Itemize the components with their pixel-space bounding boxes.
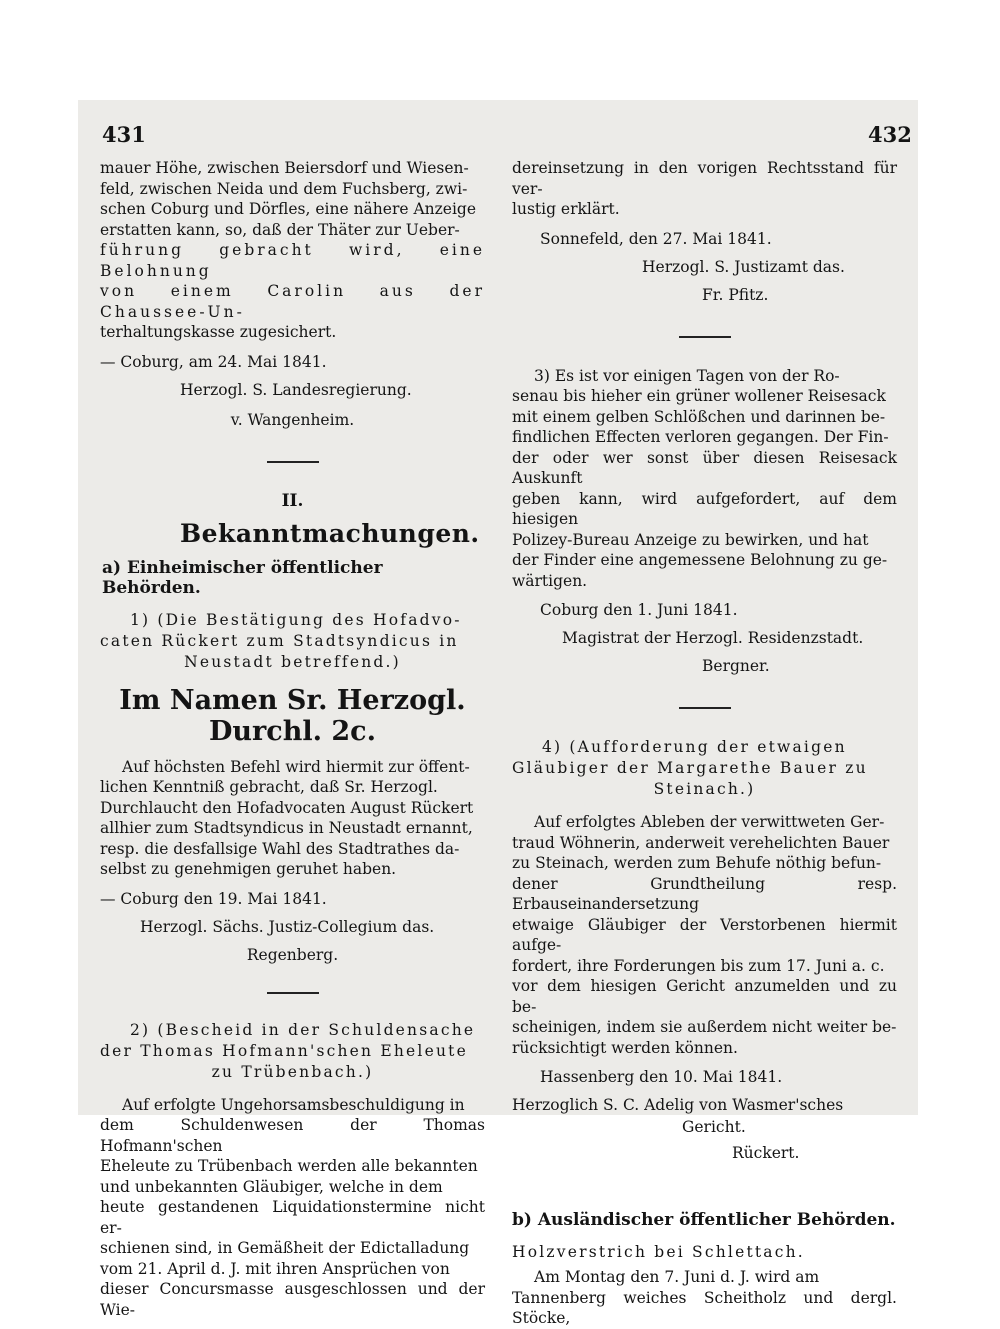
text-line: Steinach.) xyxy=(653,780,756,798)
dateline: Coburg den 1. Juni 1841. xyxy=(540,601,738,619)
signature: Rückert. xyxy=(732,1144,800,1162)
section-number: II. xyxy=(281,490,304,511)
text-line: lustig erklärt. xyxy=(512,200,620,218)
text-line: 4) (Aufforderung der etwaigen xyxy=(542,738,847,756)
text-line: senau bis hieher ein grüner wollener Reisesack xyxy=(512,387,886,405)
text-line: Neustadt betreffend.) xyxy=(184,652,401,671)
text-line: dem Schuldenwesen der Thomas Hofmann'schen xyxy=(100,1116,485,1155)
dateline: Sonnefeld, den 27. Mai 1841. xyxy=(540,229,772,248)
text-line: findlichen Effecten verloren gegangen. Der Fin- xyxy=(512,428,889,446)
text-line: resp. die desfallsige Wahl des Stadtrathes da- xyxy=(100,839,460,858)
separator-rule xyxy=(267,992,319,994)
text-line: Auf erfolgtes Ableben der verwittweten Ger- xyxy=(534,813,885,831)
text-line: caten Rückert zum Stadtsyndicus in xyxy=(100,631,459,650)
dateline: Hassenberg den 10. Mai 1841. xyxy=(540,1068,783,1086)
left-page-number: 431 xyxy=(102,122,146,147)
text-line: geben kann, wird aufgefordert, auf dem hiesigen xyxy=(512,489,897,528)
text-line: etwaige Gläubiger der Verstorbenen hiermit aufge- xyxy=(512,915,897,954)
text-line: rücksichtigt werden können. xyxy=(512,1038,738,1057)
text-line: terhaltungskasse zugesichert. xyxy=(100,323,337,341)
dateline: — Coburg, am 24. Mai 1841. xyxy=(100,352,327,371)
issuing-authority: Magistrat der Herzogl. Residenzstadt. xyxy=(562,629,864,647)
text-line: Tannenberg weiches Scheitholz und dergl. Stöcke, xyxy=(512,1288,897,1327)
text-line: 2) (Bescheid in der Schuldensache xyxy=(130,1020,476,1039)
text-line: vor dem hiesigen Gericht anzumelden und zu be- xyxy=(512,977,897,1016)
notice-body xyxy=(100,1095,485,1321)
proclamation-heading: Im Namen Sr. Herzogl. Durchl. 2c. xyxy=(119,684,466,747)
issuing-authority: Herzogl. S. Landesregierung. xyxy=(180,380,412,399)
subsection-heading: b) Ausländischer öffentlicher Behörden. xyxy=(512,1210,896,1230)
right-intro-paragraph xyxy=(512,158,897,220)
notice-title xyxy=(512,737,897,800)
text-line: und unbekannten Gläubiger, welche in dem xyxy=(100,1177,443,1196)
text-line: heute gestandenen Liquidationstermine nicht er- xyxy=(100,1198,485,1237)
left-column xyxy=(100,158,485,1320)
text-line: Gläubiger der Margarethe Bauer zu xyxy=(512,759,868,777)
section-heading: Bekanntmachungen. xyxy=(180,518,480,548)
text-line: dener Grundtheilung resp. Erbauseinandersetzung xyxy=(512,874,897,913)
text-line: dieser Concursmasse ausgeschlossen und der Wie- xyxy=(100,1280,485,1319)
text-line: Auf erfolgte Ungehorsamsbeschuldigung in xyxy=(122,1095,465,1114)
separator-rule xyxy=(679,707,731,709)
text-line: von einem Carolin aus der Chaussee-Un- xyxy=(100,282,485,321)
subsection-heading: a) Einheimischer öffentlicher Behörden. xyxy=(102,557,383,598)
text-line: Auf höchsten Befehl wird hiermit zur öffent- xyxy=(122,757,470,776)
signature: v. Wangenheim. xyxy=(230,410,355,429)
text-line: 1) (Die Bestätigung des Hofadvo- xyxy=(130,610,462,629)
text-line: scheinigen, indem sie außerdem nicht weiter be- xyxy=(512,1018,897,1036)
text-line: zu Steinach, werden zum Behufe nöthig befun- xyxy=(512,854,882,872)
text-line: 3) Es ist vor einigen Tagen von der Ro- xyxy=(534,366,840,385)
dateline: — Coburg den 19. Mai 1841. xyxy=(100,889,327,908)
notice-title xyxy=(100,610,485,673)
signature: Regenberg. xyxy=(246,945,339,964)
text-line: Am Montag den 7. Juni d. J. wird am xyxy=(534,1268,820,1286)
signature: Bergner. xyxy=(702,657,770,675)
text-line: der Thomas Hofmann'schen Eheleute xyxy=(100,1041,468,1060)
text-line: schienen sind, in Gemäßheit der Edictalladung xyxy=(100,1239,470,1257)
text-line: allhier zum Stadtsyndicus in Neustadt ernannt, xyxy=(100,819,473,837)
text-line: selbst zu genehmigen geruhet haben. xyxy=(100,860,397,878)
text-line: Polizey-Bureau Anzeige zu bewirken, und hat xyxy=(512,530,869,549)
text-line: wärtigen. xyxy=(512,571,588,590)
text-line: erstatten kann, so, daß der Thäter zur Ueber- xyxy=(100,220,460,239)
text-line: feld, zwischen Neida und dem Fuchsberg, zwi- xyxy=(100,179,468,198)
signature: Fr. Pfitz. xyxy=(702,285,769,304)
notice-body xyxy=(100,757,485,880)
blank-space xyxy=(512,1164,897,1204)
text-line: Durchlaucht den Hofadvocaten August Rückert xyxy=(100,798,474,817)
issuing-authority xyxy=(512,1094,897,1138)
text-line: mauer Höhe, zwischen Beiersdorf und Wiesen- xyxy=(100,159,469,177)
text-line: Herzoglich S. C. Adelig von Wasmer'sches xyxy=(512,1096,844,1114)
issuing-authority: Herzogl. S. Justizamt das. xyxy=(642,257,845,276)
text-line: lichen Kenntniß gebracht, daß Sr. Herzogl. xyxy=(100,778,438,796)
notice-body xyxy=(512,1267,897,1329)
text-line: schen Coburg und Dörfles, eine nähere Anzeige xyxy=(100,200,477,218)
text-line: der Finder eine angemessene Belohnung zu ge- xyxy=(512,551,888,569)
text-line: traud Wöhnerin, anderweit verehelichten Bauer xyxy=(512,833,890,852)
text-line: der oder wer sonst über diesen Reisesack Auskunft xyxy=(512,448,897,487)
text-line: fordert, ihre Forderungen bis zum 17. Juni a. c. xyxy=(512,956,885,975)
notice-body xyxy=(512,366,897,592)
left-intro-paragraph xyxy=(100,158,485,343)
separator-rule xyxy=(679,336,731,338)
text-line: Eheleute zu Trübenbach werden alle bekannten xyxy=(100,1157,478,1175)
notice-body xyxy=(512,812,897,1058)
issuing-authority: Herzogl. Sächs. Justiz-Collegium das. xyxy=(140,917,435,936)
text-line: dereinsetzung in den vorigen Rechtsstand für ver- xyxy=(512,159,897,198)
right-page-number: 432 xyxy=(868,122,912,147)
text-line: mit einem gelben Schlößchen und darinnen be- xyxy=(512,407,886,426)
auction-title: Holzverstrich bei Schlettach. xyxy=(512,1243,805,1261)
text-line: vom 21. April d. J. mit ihren Ansprüchen von xyxy=(100,1259,450,1278)
separator-rule xyxy=(267,461,319,463)
text-line: zu Trübenbach.) xyxy=(211,1062,374,1081)
notice-title xyxy=(100,1020,485,1083)
right-column xyxy=(512,158,897,1329)
text-line: führung gebracht wird, eine Belohnung xyxy=(100,241,485,280)
text-line: Gericht. xyxy=(682,1118,746,1136)
